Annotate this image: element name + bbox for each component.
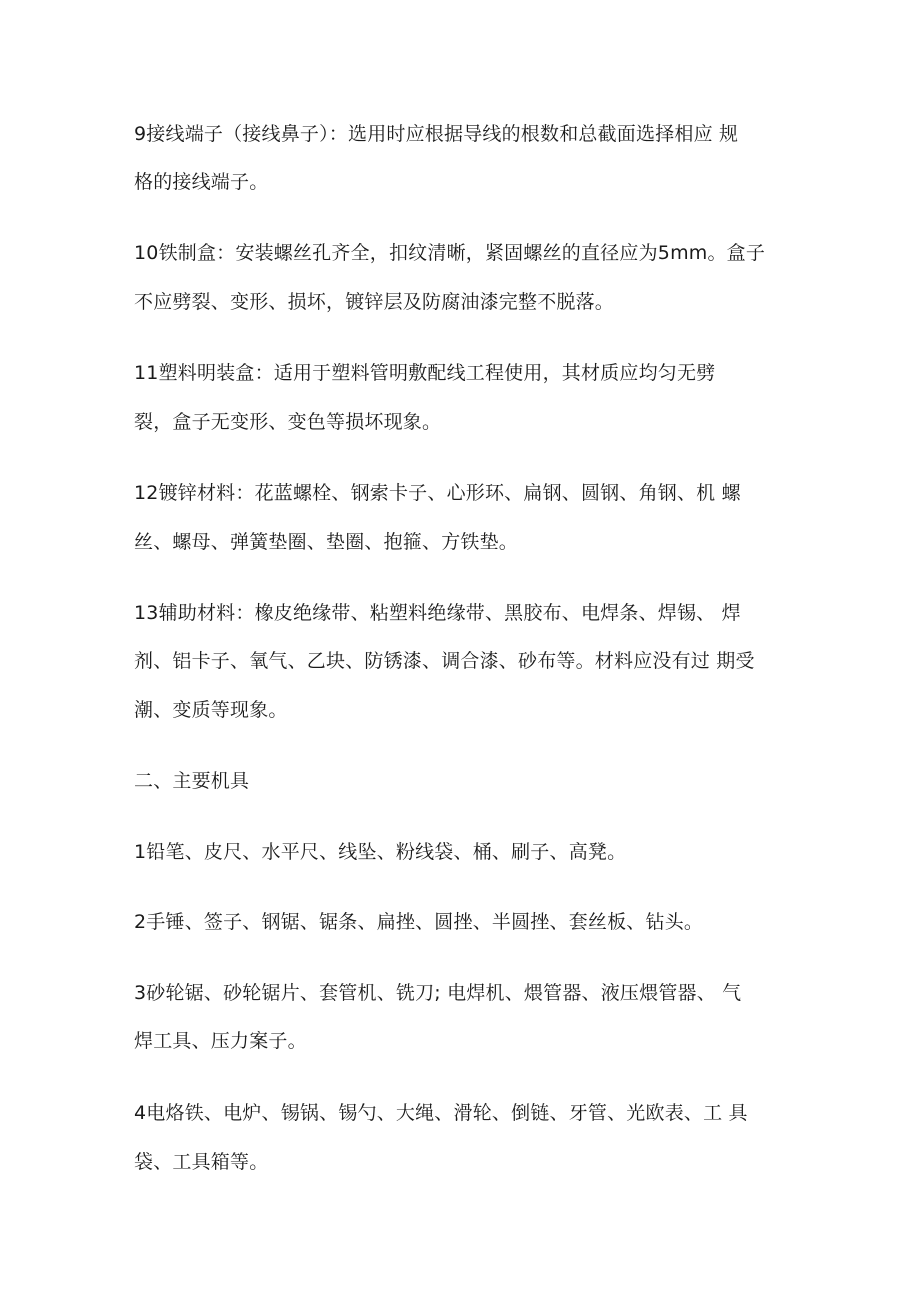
text-line: 9接线端子（接线鼻子）：选用时应根据导线的根数和总截面选择相应 规 [134,123,739,145]
text-line: 不应劈裂、变形、损坏，镀锌层及防腐油漆完整不脱落。 [134,291,615,313]
text-line: 12镀锌材料：花蓝螺栓、钢索卡子、心形环、扁钢、圆钢、角钢、机 螺 [134,482,741,504]
text-line: 11塑料明装盒：适用于塑料管明敷配线工程使用，其材质应均匀无劈 [134,362,716,384]
text-line: 格的接线端子。 [134,171,269,193]
text-line: 丝、螺母、弹簧垫圈、垫圈、抱箍、方铁垫。 [134,531,519,553]
text-line: 10铁制盒：安装螺丝孔齐全，扣纹清晰，紧固螺丝的直径应为5mm。盒子 [134,242,766,264]
text-line: 3砂轮锯、砂轮锯片、套管机、铣刀; 电焊机、煨管器、液压煨管器、 气 [134,982,742,1004]
text-line: 袋、工具箱等。 [134,1151,269,1173]
text-line: 2手锤、签子、钢锯、锯条、扁挫、圆挫、半圆挫、套丝板、钻头。 [134,911,704,933]
section-title: 二、主要机具 [134,770,250,792]
text-line: 裂，盒子无变形、变色等损坏现象。 [134,411,442,433]
text-line: 4电烙铁、电炉、锡锅、锡勺、大绳、滑轮、倒链、牙管、光欧表、工 具 [134,1102,748,1124]
text-line: 13辅助材料：橡皮绝缘带、粘塑料绝缘带、黑胶布、电焊条、焊锡、 焊 [134,602,741,624]
text-line: 焊工具、压力案子。 [134,1030,307,1052]
text-line: 1铅笔、皮尺、水平尺、线坠、粉线袋、桶、刷子、高凳。 [134,841,627,863]
text-line: 潮、变质等现象。 [134,699,288,721]
text-line: 剂、铝卡子、氧气、乙块、防锈漆、调合漆、砂布等。材料应没有过 期受 [134,650,755,672]
